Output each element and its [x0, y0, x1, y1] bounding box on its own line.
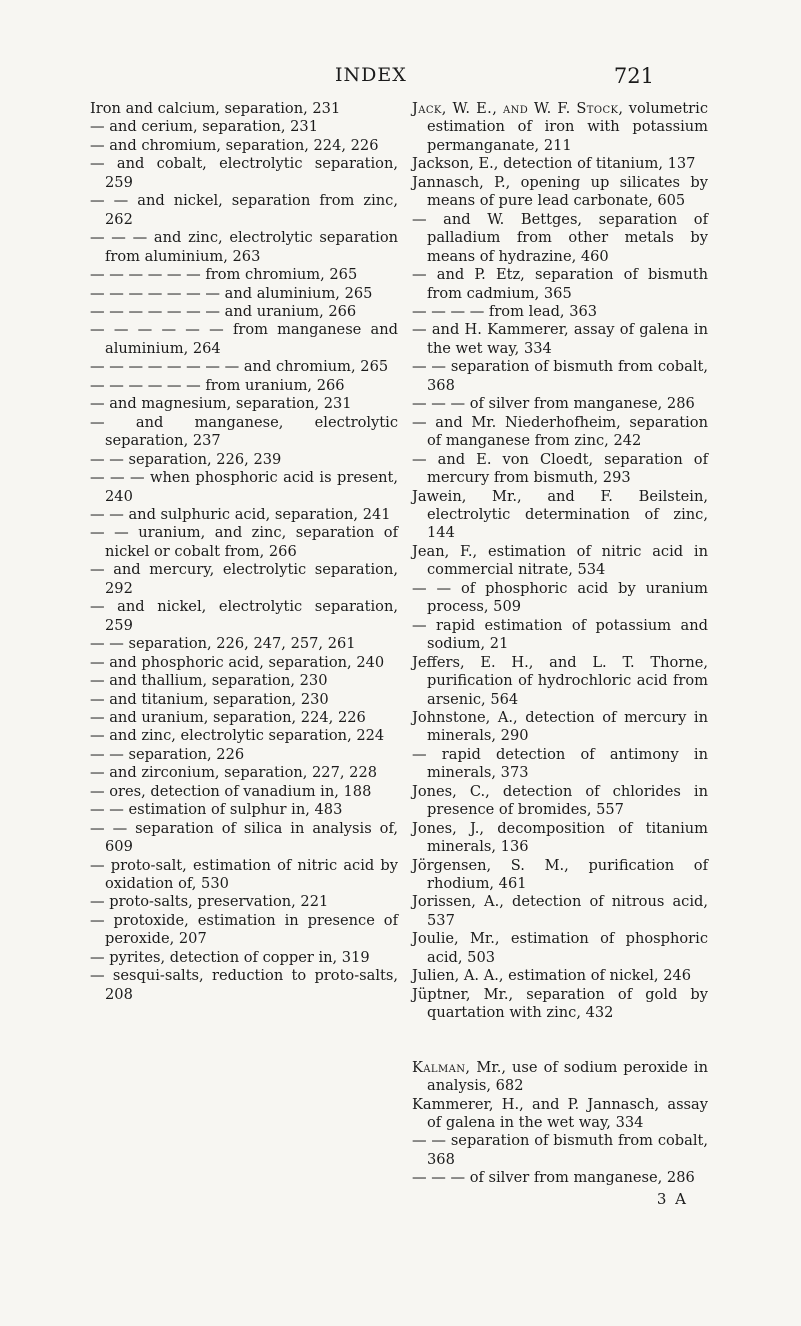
letter-section-gap: [412, 1023, 708, 1059]
index-entry: Jeffers, E. H., and L. T. Thorne, purification of hydrochloric acid from arsenic, 564: [412, 653, 708, 708]
index-entry: Jannasch, P., opening up silicates by means of pure lead carbonate, 605: [412, 173, 708, 210]
index-entry: — pyrites, detection of copper in, 319: [90, 948, 370, 966]
index-entry: — — — and zinc, electrolytic separation from aluminium, 263: [90, 229, 398, 265]
index-entry: — and cobalt, electrolytic separation, 259: [90, 155, 398, 191]
index-entry: Jawein, Mr., and F. Beilstein, electrolytic determination of zinc, 144: [412, 487, 708, 542]
index-entry: — proto-salt, estimation of nitric acid by oxidation of, 530: [90, 856, 398, 893]
index-entry: — — separation, 226: [90, 745, 245, 763]
index-entry: — — — — — — from manganese and aluminium, 264: [90, 321, 398, 357]
index-entry: — and phosphoric acid, separation, 240: [90, 653, 385, 671]
index-entry: Jörgensen, S. M., purification of rhodium, 461: [412, 856, 708, 893]
index-entry: — proto-salts, preservation, 221: [90, 893, 329, 911]
index-entry: — and thallium, separation, 230: [90, 672, 328, 690]
index-entry: — — separation of silica in analysis of, 609: [90, 819, 398, 856]
entry-heading-name: Jack, W. E., and W. F. Stock,: [412, 100, 624, 117]
index-entry: — and uranium, separation, 224, 226: [90, 708, 366, 726]
index-entry: — — — — — — from uranium, 266: [90, 376, 345, 394]
index-entry: — and cerium, separation, 231: [90, 118, 318, 136]
index-column-left: [90, 100, 398, 1004]
index-entry: — — — — — — — and uranium, 266: [90, 302, 357, 320]
index-column-right: [412, 100, 708, 1208]
index-entry: — sesqui-salts, reduction to proto-salts, 208: [90, 967, 398, 1003]
index-entries-k: [412, 1096, 708, 1188]
index-entry: — rapid detection of antimony in minerals, 373: [412, 745, 708, 782]
index-entry: — — uranium, and zinc, separation of nickel or cobalt from, 266: [90, 524, 398, 560]
index-entry: — ores, detection of vanadium in, 188: [90, 782, 372, 800]
index-entry: — and H. Kammerer, assay of galena in the wet way, 334: [412, 321, 708, 357]
index-entry: — and manganese, electrolytic separation, 237: [90, 413, 398, 450]
entry-heading-name: Kalman,: [412, 1058, 471, 1076]
index-entry: Iron and calcium, separation, 231: [90, 100, 341, 117]
index-entry: Joulie, Mr., estimation of phosphoric acid, 503: [412, 930, 708, 966]
index-entry: — protoxide, estimation in presence of peroxide, 207: [90, 911, 398, 948]
index-entry: — — separation of bismuth from cobalt, 368: [412, 1132, 708, 1168]
index-entry: Jones, C., detection of chlorides in presence of bromides, 557: [412, 782, 708, 819]
index-entry: — — — — — — — and aluminium, 265: [90, 284, 373, 302]
index-entry: — and magnesium, separation, 231: [90, 395, 352, 413]
index-entry: [412, 1059, 708, 1096]
index-entry: — — — — from lead, 363: [412, 302, 598, 320]
index-entries-j: [412, 155, 708, 1022]
index-entry: — and zinc, electrolytic separation, 224: [90, 727, 385, 745]
index-entry: — — — — — — from chromium, 265: [90, 266, 358, 284]
index-entry: Jones, J., decomposition of titanium minerals, 136: [412, 819, 708, 856]
index-entry: Johnstone, A., detection of mercury in minerals, 290: [412, 708, 708, 745]
index-entry: Kammerer, H., and P. Jannasch, assay of galena in the wet way, 334: [412, 1095, 708, 1132]
entry-text: Mr., use of sodium peroxide in analysis, 682: [427, 1058, 708, 1095]
index-entry: — and E. von Cloedt, separation of mercury from bismuth, 293: [412, 450, 708, 487]
entry-text: volumetric estimation of iron with potassium permanganate, 211: [427, 100, 708, 154]
index-entry: — and P. Etz, separation of bismuth from cadmium, 365: [412, 266, 708, 302]
index-entry: — — and nickel, separation from zinc, 262: [90, 192, 398, 228]
signature-mark: 3 A: [656, 1189, 688, 1208]
index-entry: — — — when phosphoric acid is present, 240: [90, 469, 398, 505]
index-entry: Jean, F., estimation of nitric acid in commercial nitrate, 534: [412, 542, 708, 579]
index-entry: — — separation, 226, 247, 257, 261: [90, 635, 356, 653]
index-entry: — and nickel, electrolytic separation, 259: [90, 598, 398, 634]
page-number: 721: [613, 64, 654, 88]
index-entry: — and chromium, separation, 224, 226: [90, 136, 379, 154]
index-entry: — — separation, 226, 239: [90, 450, 282, 468]
index-entry: — — and sulphuric acid, separation, 241: [90, 505, 391, 523]
index-entry: — rapid estimation of potassium and sodium, 21: [412, 616, 708, 653]
index-entry: — — estimation of sulphur in, 483: [90, 801, 343, 819]
index-entry: — and W. Bettges, separation of palladium from other metals by means of hydrazine, 460: [412, 210, 708, 265]
index-entry: Jorissen, A., detection of nitrous acid, 537: [412, 893, 708, 929]
index-entry: — and Mr. Niederhofheim, separation of manganese from zinc, 242: [412, 413, 708, 450]
index-entry: — — — of silver from manganese, 286: [412, 395, 695, 413]
index-entry: — and mercury, electrolytic separation, 292: [90, 561, 398, 597]
running-title: INDEX: [335, 64, 407, 86]
index-entry: — — — — — — — — and chromium, 265: [90, 358, 389, 376]
index-entry: Jüptner, Mr., separation of gold by quartation with zinc, 432: [412, 985, 708, 1022]
index-entry: [412, 100, 708, 155]
page-header: [0, 64, 801, 94]
index-entry: Jackson, E., detection of titanium, 137: [412, 155, 696, 173]
index-entry: — — of phosphoric acid by uranium process, 509: [412, 579, 708, 616]
index-entry: Julien, A. A., estimation of nickel, 246: [412, 967, 692, 985]
index-entry: — and zirconium, separation, 227, 228: [90, 764, 378, 782]
index-entry: — — separation of bismuth from cobalt, 368: [412, 358, 708, 394]
index-entry: — — — of silver from manganese, 286: [412, 1169, 695, 1187]
index-entry: — and titanium, separation, 230: [90, 690, 329, 708]
